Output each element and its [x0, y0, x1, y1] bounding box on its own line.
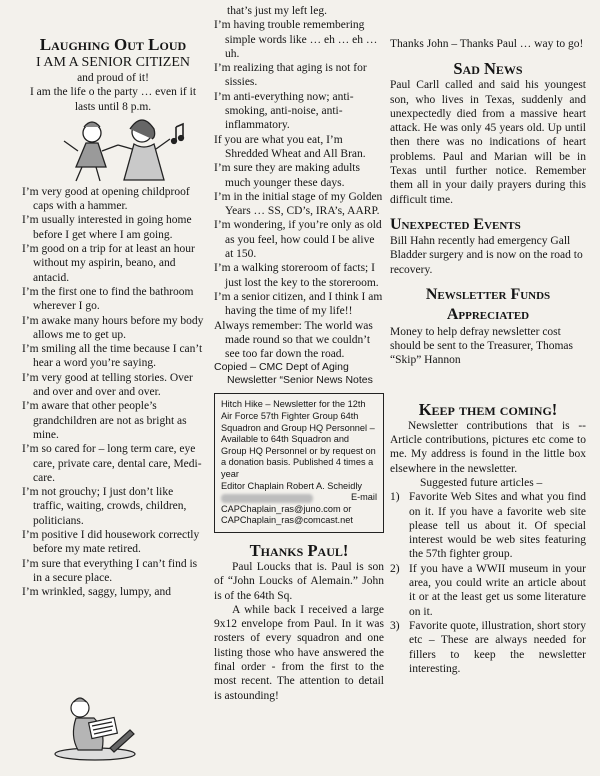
unexpected-events-body: Bill Hahn recently had emergency Gall Bladder surgery and is now on the road to recovery.: [390, 234, 583, 276]
list-item: I’m good on a trip for at least an hour without my aspirin, beano, and antacid.: [22, 243, 195, 284]
column-middle: [214, 0, 384, 703]
email-address-1: CAPChaplain_ras@juno.com or: [221, 503, 352, 514]
suggested-articles-list: [390, 490, 586, 676]
list-item: I’m usually interested in going home before I get where I am going.: [22, 214, 192, 241]
sad-news-body: Paul Carll called and said his youngest son, who lives in Texas, suddenly and unexpectedly died from a massive heart attack. He was only 45 years old. Up until then there was no indications of heart problems. Paul and Marian will be in Texas until further notice. Remember them all in your daily prayers during this difficult time.: [390, 79, 586, 206]
list-item: I’m wrinkled, saggy, lumpy, and: [22, 586, 171, 599]
item-number: 1): [390, 491, 400, 504]
keep-them-coming-title: Keep them coming!: [418, 399, 558, 419]
item-number: 2): [390, 562, 400, 575]
newsletter-funds-body: Money to help defray newsletter cost should be sent to the Treasurer, Thomas “Skip” Hannon: [390, 325, 573, 367]
item-text: If you have a WWII museum in your area, you could write an article about it or at the least get us some literature on it.: [409, 562, 586, 618]
list-item: I’m in the initial stage of my Golden Years … SS, CD’s, IRA’s, AARP.: [214, 190, 383, 218]
list-item: I’m very good at telling stories. Over and over and over and over.: [22, 371, 193, 399]
senior-list-col1: [22, 185, 204, 600]
list-item: I’m awake many hours before my body allows me to get up.: [22, 314, 204, 341]
thanks-closing: Thanks John – Thanks Paul … way to go!: [390, 38, 584, 50]
suggested-articles-label: Suggested future articles –: [420, 476, 543, 489]
editor-line: Editor Chaplain Robert A. Scheidly: [221, 480, 362, 491]
list-item: I’m sure that everything I can’t find is in a secure place.: [22, 557, 198, 584]
email-line: [221, 492, 377, 504]
senior-list-col2: [214, 18, 384, 361]
list-item: I’m having trouble remembering simple words like … eh … eh … uh.: [214, 19, 378, 60]
list-item: I’m sure they are making adults much younger these days.: [214, 162, 360, 189]
list-item: [390, 490, 586, 561]
item-text: Favorite Web Sites and what you find on it. If you have a favorite web site please tell us about it. Of special interest would be web sites featuring the 57th fighter group.: [409, 491, 586, 561]
newsletter-info-box: [214, 393, 384, 533]
dancing-seniors-illustration: [22, 117, 204, 183]
list-item: If you are what you eat, I’m Shredded Wheat and All Bran.: [214, 133, 366, 160]
keep-them-coming-body: Newsletter contributions that is -- Article contributions, pictures etc come to me. My address is found in the little box elsewhere in the newsletter.: [390, 419, 586, 475]
list-item: I’m so cared for – long term care, eye care, private care, dental care, Medi-care.: [22, 443, 202, 484]
list-item: [390, 562, 586, 619]
thanks-paul-p1: Paul Loucks that is. Paul is son of “John Loucks of Alemain.” John is of the 64th Sq.: [214, 560, 384, 602]
intro-text: I am the life o the party … even if it lasts until 8 p.m.: [29, 86, 197, 113]
thanks-paul-title: Thanks Paul!: [249, 540, 349, 560]
column-left: [22, 0, 204, 600]
newsletter-funds-title: Newsletter Funds Appreciated: [425, 285, 551, 323]
item-number: 3): [390, 619, 400, 632]
email-address-2: CAPChaplain_ras@comcast.net: [221, 515, 353, 526]
list-item: Always remember: The world was made round so that we couldn’t see too far down the road.: [214, 319, 373, 361]
redacted-address: [221, 494, 313, 503]
unexpected-events-title: Unexpected Events: [390, 215, 521, 233]
newsletter-info-text: Hitch Hike – Newsletter for the 12th Air Force 57th Fighter Group 64th Squadron and Group HQ Personnel – Available to 64th Squadron and Group HQ Personnel or by request on a donation basis. Published 4 times a year: [221, 399, 376, 479]
list-item: [390, 619, 586, 676]
old-man-reading-illustration: [50, 690, 140, 767]
source-credit: Copied – CMC Dept of Aging Newsletter “Senior News Notes: [214, 361, 373, 387]
list-item: I’m aware that other people’s grandchildren are not as bright as mine.: [22, 400, 187, 441]
list-item: I’m not grouchy; I just don’t like traffic, waiting, crowds, children, politicians.: [22, 486, 187, 527]
thanks-paul-p2: A while back I received a large 9x12 envelope from Paul. In it was rosters of every squadron and one listing those who have answered the final order - from the first to the most recent. The attention to detail is astounding!: [214, 603, 384, 702]
list-item: I’m smiling all the time because I can’t hear a word you’re saying.: [22, 343, 203, 370]
list-item: I’m wondering, if you’re only as old as you feel, how could I be alive at 150.: [214, 219, 382, 261]
list-item: I’m positive I did housework correctly before my mate retired.: [22, 529, 200, 556]
item-text: Favorite quote, illustration, short story etc – These are always needed for fillers to keep the newsletter interesting.: [409, 619, 586, 675]
list-item: I’m anti-everything now; anti-smoking, anti-noise, anti-inflammatory.: [214, 90, 354, 132]
list-item: I’m a senior citizen, and I think I am having the time of my life!!: [214, 290, 383, 318]
list-item: I’m the first one to find the bathroom wherever I go.: [22, 285, 194, 313]
sad-news-title: Sad News: [453, 59, 523, 79]
laughing-out-loud-title: Laughing Out Loud: [39, 35, 187, 54]
list-item: I’m realizing that aging is not for sissies.: [214, 62, 367, 89]
list-item: I’m a walking storeroom of facts; I just lost the key to the storeroom.: [214, 262, 379, 289]
email-label: E-mail: [350, 492, 377, 503]
list-item: I’m very good at opening childproof caps with a hammer.: [22, 185, 190, 213]
senior-citizen-subtitle: I AM A SENIOR CITIZEN: [36, 55, 190, 70]
continued-line: that’s just my left leg.: [227, 5, 327, 17]
proud-text: and proud of it!: [77, 72, 149, 84]
column-right: [390, 0, 586, 676]
